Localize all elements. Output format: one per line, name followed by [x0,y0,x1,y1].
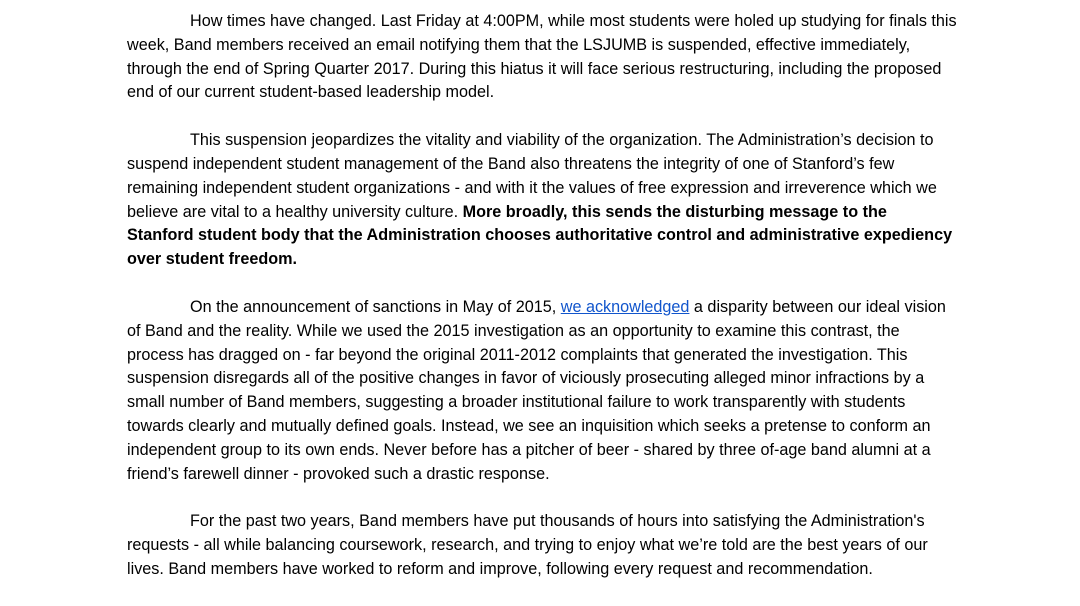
paragraph-1 [127,10,957,105]
paragraph-3-text-before-link: On the announcement of sanctions in May of 2015, [190,297,561,316]
paragraph-4-text: For the past two years, Band members have put thousands of hours into satisfying the Administration's requests - all while balancing coursework, research, and trying to enjoy what we’re told are the best years of our lives. Band members have worked to reform and improve, following every request and recommendation. [127,512,928,578]
we-acknowledged-link[interactable]: we acknowledged [560,297,690,316]
paragraph-2-text: This suspension jeopardizes the vitality and viability of the organization. The Administration’s decision to suspend independent student management of the Band also threatens the integrity of one of Stanford’s few remaining independent student organizations - and with it the values of free expression and irreverence which we believe are vital to a healthy university culture. [127,131,937,221]
paragraph-2-bold-text: More broadly, this sends the disturbing message to the Stanford student body that the Administration chooses authoritative control and administrative expediency over student freedom. [127,202,953,269]
paragraph-2 [127,129,957,272]
document-page [127,10,957,606]
paragraph-3-text-after-link: a disparity between our ideal vision of Band and the reality. While we used the 2015 investigation as an opportunity to examine this contrast, the process has dragged on - far beyond the original 2011-2012 complaints that generated the investigation. This suspension disregards all of the positive changes in favor of viciously prosecuting alleged minor infractions by a small number of Band members, suggesting a broader institutional failure to work transparently with students towards clearly and mutually defined goals. Instead, we see an inquisition which seeks a pretense to conform an independent group to its own ends. Never before has a pitcher of beer - shared by three of-age band alumni at a friend’s farewell dinner - provoked such a drastic response. [127,297,946,483]
paragraph-1-text: How times have changed. Last Friday at 4:00PM, while most students were holed up studying for finals this week, Band members received an email notifying them that the LSJUMB is suspended, effective immediately, through the end of Spring Quarter 2017. During this hiatus it will face serious restructuring, including the proposed end of our current student-based leadership model. [127,12,957,102]
paragraph-4 [127,510,957,581]
paragraph-3 [127,296,957,486]
